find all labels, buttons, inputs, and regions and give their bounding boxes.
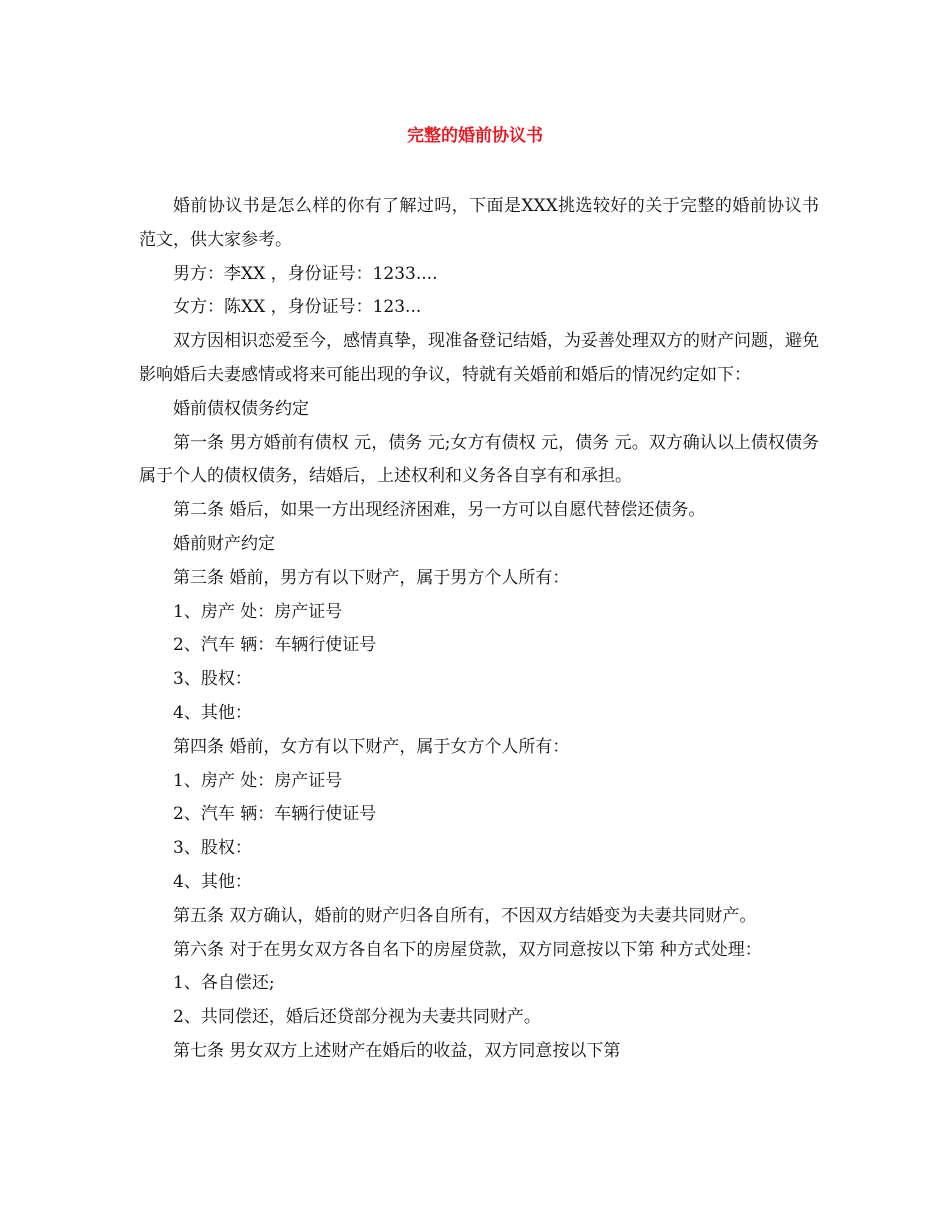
list-item: 1、各自偿还; <box>173 973 275 994</box>
paragraph-male-party: 男方：李XX ，身份证号：1233.... <box>173 263 438 284</box>
article-3: 第三条 婚前，男方有以下财产，属于男方个人所有： <box>173 567 570 588</box>
article-5: 第五条 双方确认，婚前的财产归各自所有，不因双方结婚变为夫妻共同财产。 <box>173 905 757 926</box>
article-7: 第七条 男女双方上述财产在婚后的收益，双方同意按以下第 <box>173 1040 621 1061</box>
paragraph-preamble: 双方因相识恋爱至今，感情真挚，现准备登记结婚，为妥善处理双方的财产问题，避免影响婚后夫妻感情或将来可能出现的争议，特就有关婚前和婚后的情况约定如下： <box>139 331 819 385</box>
article-4: 第四条 婚前，女方有以下财产，属于女方个人所有： <box>173 736 570 757</box>
list-item: 2、汽车 辆：车辆行使证号 <box>173 635 377 656</box>
list-item: 1、房产 处：房产证号 <box>173 601 343 622</box>
paragraph-female-party: 女方：陈XX ，身份证号：123... <box>173 297 422 318</box>
article-6: 第六条 对于在男女双方各自名下的房屋贷款，双方同意按以下第 种方式处理： <box>173 939 762 960</box>
section-heading-property: 婚前财产约定 <box>173 533 275 554</box>
document-body <box>139 190 819 1069</box>
article-2: 第二条 婚后，如果一方出现经济困难，另一方可以自愿代替偿还债务。 <box>173 500 706 521</box>
list-item: 3、股权： <box>173 669 252 690</box>
document-title: 完整的婚前协议书 <box>407 126 543 146</box>
section-heading-debts: 婚前债权债务约定 <box>173 398 309 419</box>
list-item: 3、股权： <box>173 838 252 859</box>
list-item: 1、房产 处：房产证号 <box>173 770 343 791</box>
article-1: 第一条 男方婚前有债权 元，债务 元;女方有债权 元，债务 元。双方确认以上债权债务属于个人的债权债务，结婚后，上述权利和义务各自享有和承担。 <box>139 432 819 487</box>
list-item: 4、其他： <box>173 702 252 723</box>
list-item: 2、汽车 辆：车辆行使证号 <box>173 804 377 825</box>
list-item: 2、共同偿还，婚后还贷部分视为夫妻共同财产。 <box>173 1007 541 1028</box>
paragraph-intro: 婚前协议书是怎么样的你有了解过吗，下面是XXX挑选较好的关于完整的婚前协议书范文，供大家参考。 <box>139 196 819 250</box>
list-item: 4、其他： <box>173 871 252 892</box>
